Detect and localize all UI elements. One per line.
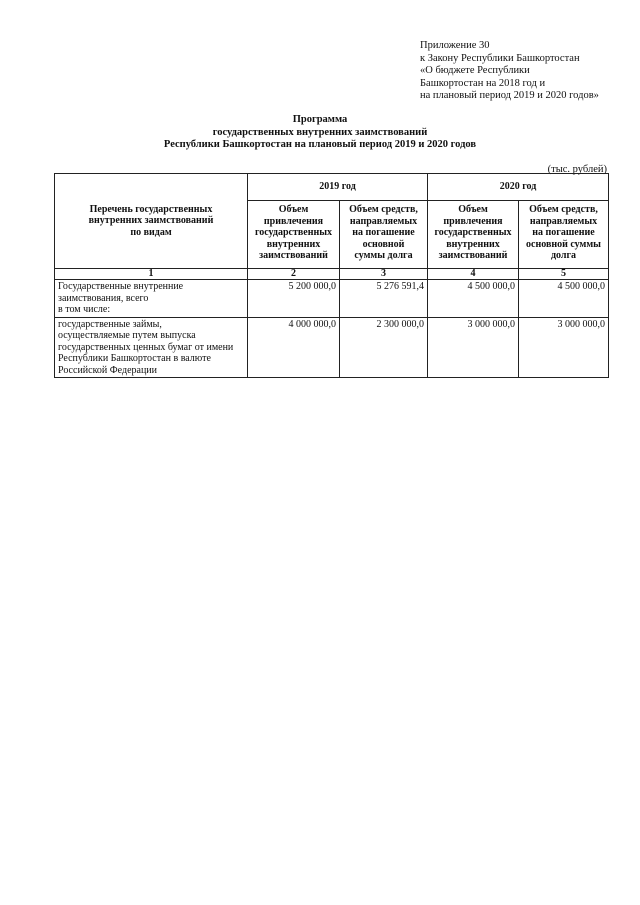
value-cell: 3 000 000,0 xyxy=(519,317,609,378)
value-cell: 4 500 000,0 xyxy=(428,280,519,318)
header-text-line: направляемых xyxy=(349,215,418,227)
appendix-line: на плановый период 2019 и 2020 годов» xyxy=(420,90,599,101)
value-cell: 5 200 000,0 xyxy=(248,280,340,318)
document-title xyxy=(0,114,640,152)
header-repayment-2019 xyxy=(340,201,428,269)
header-text-line: суммы долга xyxy=(354,250,413,261)
header-repayment-2020 xyxy=(519,201,609,269)
header-text-line: привлечения xyxy=(443,215,503,227)
header-attraction-2020 xyxy=(428,201,519,269)
label-line: государственные займы, xyxy=(58,318,162,330)
header-text-line: на погашение xyxy=(352,227,415,238)
appendix-line: Приложение 30 xyxy=(420,40,490,51)
column-number: 2 xyxy=(248,269,340,280)
label-line: осуществляемые путем выпуска xyxy=(58,330,196,341)
header-text-line: внутренних xyxy=(266,238,321,250)
column-number: 3 xyxy=(340,269,428,280)
header-text-line: Объем средств, xyxy=(349,204,418,215)
header-text-line: государственных xyxy=(434,227,512,238)
header-text-line: основной xyxy=(362,238,405,250)
value-cell: 3 000 000,0 xyxy=(428,317,519,378)
header-text-line: направляемых xyxy=(529,215,598,227)
label-line: заимствования, всего xyxy=(58,292,149,304)
label-line: Республики Башкортостан в валюте xyxy=(58,353,211,364)
header-text-line: на погашение xyxy=(532,227,595,238)
row-label xyxy=(55,280,248,318)
appendix-line: Башкортостан на 2018 год и xyxy=(420,77,546,89)
value-cell: 4 500 000,0 xyxy=(519,280,609,318)
header-text-line: Объем xyxy=(458,204,488,215)
appendix-reference xyxy=(420,40,599,103)
table-row xyxy=(55,317,609,378)
header-borrowing-types xyxy=(55,174,248,269)
borrowing-table xyxy=(54,173,609,378)
label-line: Государственные внутренние xyxy=(58,281,184,292)
header-year-2019: 2019 год xyxy=(248,174,428,201)
header-text-line: заимствований xyxy=(259,250,328,261)
header-text-line: основной суммы xyxy=(526,238,601,250)
column-number: 5 xyxy=(519,269,609,280)
appendix-line: к Закону Республики Башкортостан xyxy=(420,52,580,64)
title-line: государственных внутренних заимствований xyxy=(212,126,428,138)
header-text-line: заимствований xyxy=(438,250,508,261)
units-note: (тыс. рублей) xyxy=(547,164,607,175)
column-number: 4 xyxy=(428,269,519,280)
value-cell: 4 000 000,0 xyxy=(248,317,340,378)
header-text-line: внутренних xyxy=(446,238,500,250)
label-line: Российской Федерации xyxy=(58,364,158,376)
header-text-line: внутренних заимствований xyxy=(88,215,214,227)
header-row-years xyxy=(55,174,609,201)
header-text-line: привлечения xyxy=(263,215,324,227)
row-label xyxy=(55,317,248,378)
column-number-row xyxy=(55,269,609,280)
header-text-line: Перечень государственных xyxy=(89,203,213,215)
header-text-line: государственных xyxy=(254,227,333,238)
header-text-line: по видам xyxy=(130,226,172,238)
header-text-line: долга xyxy=(550,250,577,261)
title-line: Программа xyxy=(292,114,348,125)
header-year-2020: 2020 год xyxy=(428,174,609,201)
value-cell: 5 276 591,4 xyxy=(340,280,428,318)
header-text-line: Объем средств, xyxy=(529,204,598,215)
label-line: государственных ценных бумаг от имени xyxy=(58,341,234,353)
title-line: Республики Башкортостан на плановый период 2019 и 2020 годов xyxy=(163,139,477,150)
value-cell: 2 300 000,0 xyxy=(340,317,428,378)
column-number: 1 xyxy=(55,269,248,280)
appendix-line: «О бюджете Республики xyxy=(420,65,530,76)
label-line: в том числе: xyxy=(58,304,111,315)
table-row xyxy=(55,280,609,318)
header-text-line: Объем xyxy=(278,204,309,215)
header-attraction-2019 xyxy=(248,201,340,269)
